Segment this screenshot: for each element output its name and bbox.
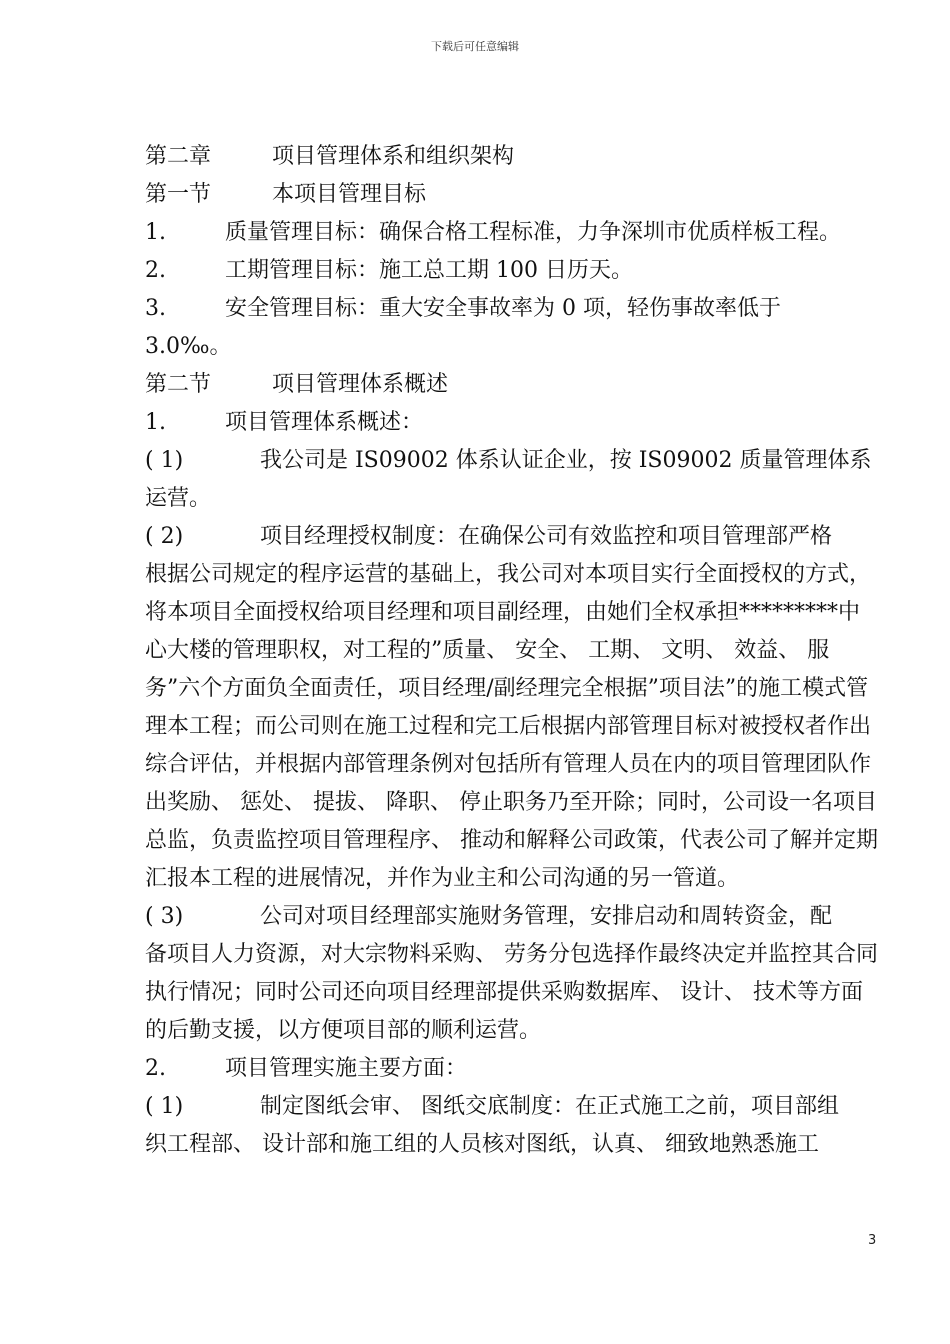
item-text: 项目管理实施主要方面： — [225, 1056, 468, 1081]
list-item — [145, 252, 880, 290]
item-text-continued: 3.0‰。 — [145, 334, 232, 359]
chapter-title: 项目管理体系和组织架构 — [272, 144, 515, 169]
sub-item-body: 根据公司规定的程序运营的基础上，我公司对本项目实行全面授权的方式，将本项目全面授权给项目经理和项目副经理，由她们全权承担*********中心大楼的管理职权，对工程的”质量、 安全、 工期、 文明、 效益、 服务”六个方面负全面责任，项目经理/副经理完全根据”项目法”的施工模式管理本工程；而公司则在施工过程和完工后根据内部管理目标对被授权者作出综合评估，并根据内部管理条例对包括所有管理人员在内的项目管理团队作出奖励、 惩处、 提拔、 降职、 停止职务乃至开除；同时，公司设一名项目总监，负责监控项目管理程序、 推动和解释公司政策，代表公司了解并定期汇报本工程的进展情况，并作为业主和公司沟通的另一管道。 — [145, 562, 878, 891]
list-item — [145, 290, 880, 328]
chapter-label: 第二章 — [145, 144, 212, 169]
item-text: 项目管理体系概述： — [225, 410, 424, 435]
item-number: 1. — [145, 410, 166, 435]
section-title: 项目管理体系概述 — [272, 372, 449, 397]
sub-item-lead: 制定图纸会审、 图纸交底制度：在正式施工之前，项目部组 — [260, 1094, 839, 1119]
list-item — [145, 404, 880, 442]
sub-item-number: ( 3) — [145, 904, 184, 929]
item-number: 2. — [145, 258, 166, 283]
sub-item-paragraph — [145, 442, 880, 518]
item-text: 质量管理目标：确保合格工程标准，力争深圳市优质样板工程。 — [225, 220, 842, 245]
section-title: 本项目管理目标 — [272, 182, 427, 207]
sub-item-body: 织工程部、 设计部和施工组的人员核对图纸，认真、 细致地熟悉施工 — [145, 1132, 819, 1157]
page-number: 3 — [868, 1233, 877, 1248]
list-item — [145, 214, 880, 252]
item-number: 3. — [145, 296, 166, 321]
item-number: 2. — [145, 1056, 166, 1081]
chapter-heading — [145, 138, 880, 176]
sub-item-lead: 我公司是 IS09002 体系认证企业，按 IS09002 质量管理体系 — [260, 448, 872, 473]
page-header-note: 下载后可任意编辑 — [431, 40, 519, 53]
document-body — [145, 138, 880, 1164]
item-text: 安全管理目标：重大安全事故率为 0 项，轻伤事故率低于 — [225, 296, 781, 321]
sub-item-lead: 项目经理授权制度：在确保公司有效监控和项目管理部严格 — [260, 524, 833, 549]
sub-item-body: 备项目人力资源，对大宗物料采购、 劳务分包选择作最终决定并监控其合同执行情况；同时公司还向项目经理部提供采购数据库、 设计、 技术等方面的后勤支援，以方便项目部的顺利运营。 — [145, 942, 878, 1043]
sub-item-number: ( 1) — [145, 1094, 184, 1119]
section-label: 第一节 — [145, 182, 212, 207]
item-number: 1. — [145, 220, 166, 245]
section-heading — [145, 366, 880, 404]
sub-item-lead: 公司对项目经理部实施财务管理，安排启动和周转资金，配 — [260, 904, 833, 929]
sub-item-paragraph — [145, 1088, 880, 1164]
sub-item-number: ( 2) — [145, 524, 184, 549]
item-text: 工期管理目标：施工总工期 100 日历天。 — [225, 258, 633, 283]
sub-item-paragraph — [145, 898, 880, 1050]
sub-item-paragraph — [145, 518, 880, 898]
list-item — [145, 1050, 880, 1088]
section-label: 第二节 — [145, 372, 212, 397]
list-item-continuation — [145, 328, 880, 366]
sub-item-body: 运营。 — [145, 486, 212, 511]
section-heading — [145, 176, 880, 214]
sub-item-number: ( 1) — [145, 448, 184, 473]
